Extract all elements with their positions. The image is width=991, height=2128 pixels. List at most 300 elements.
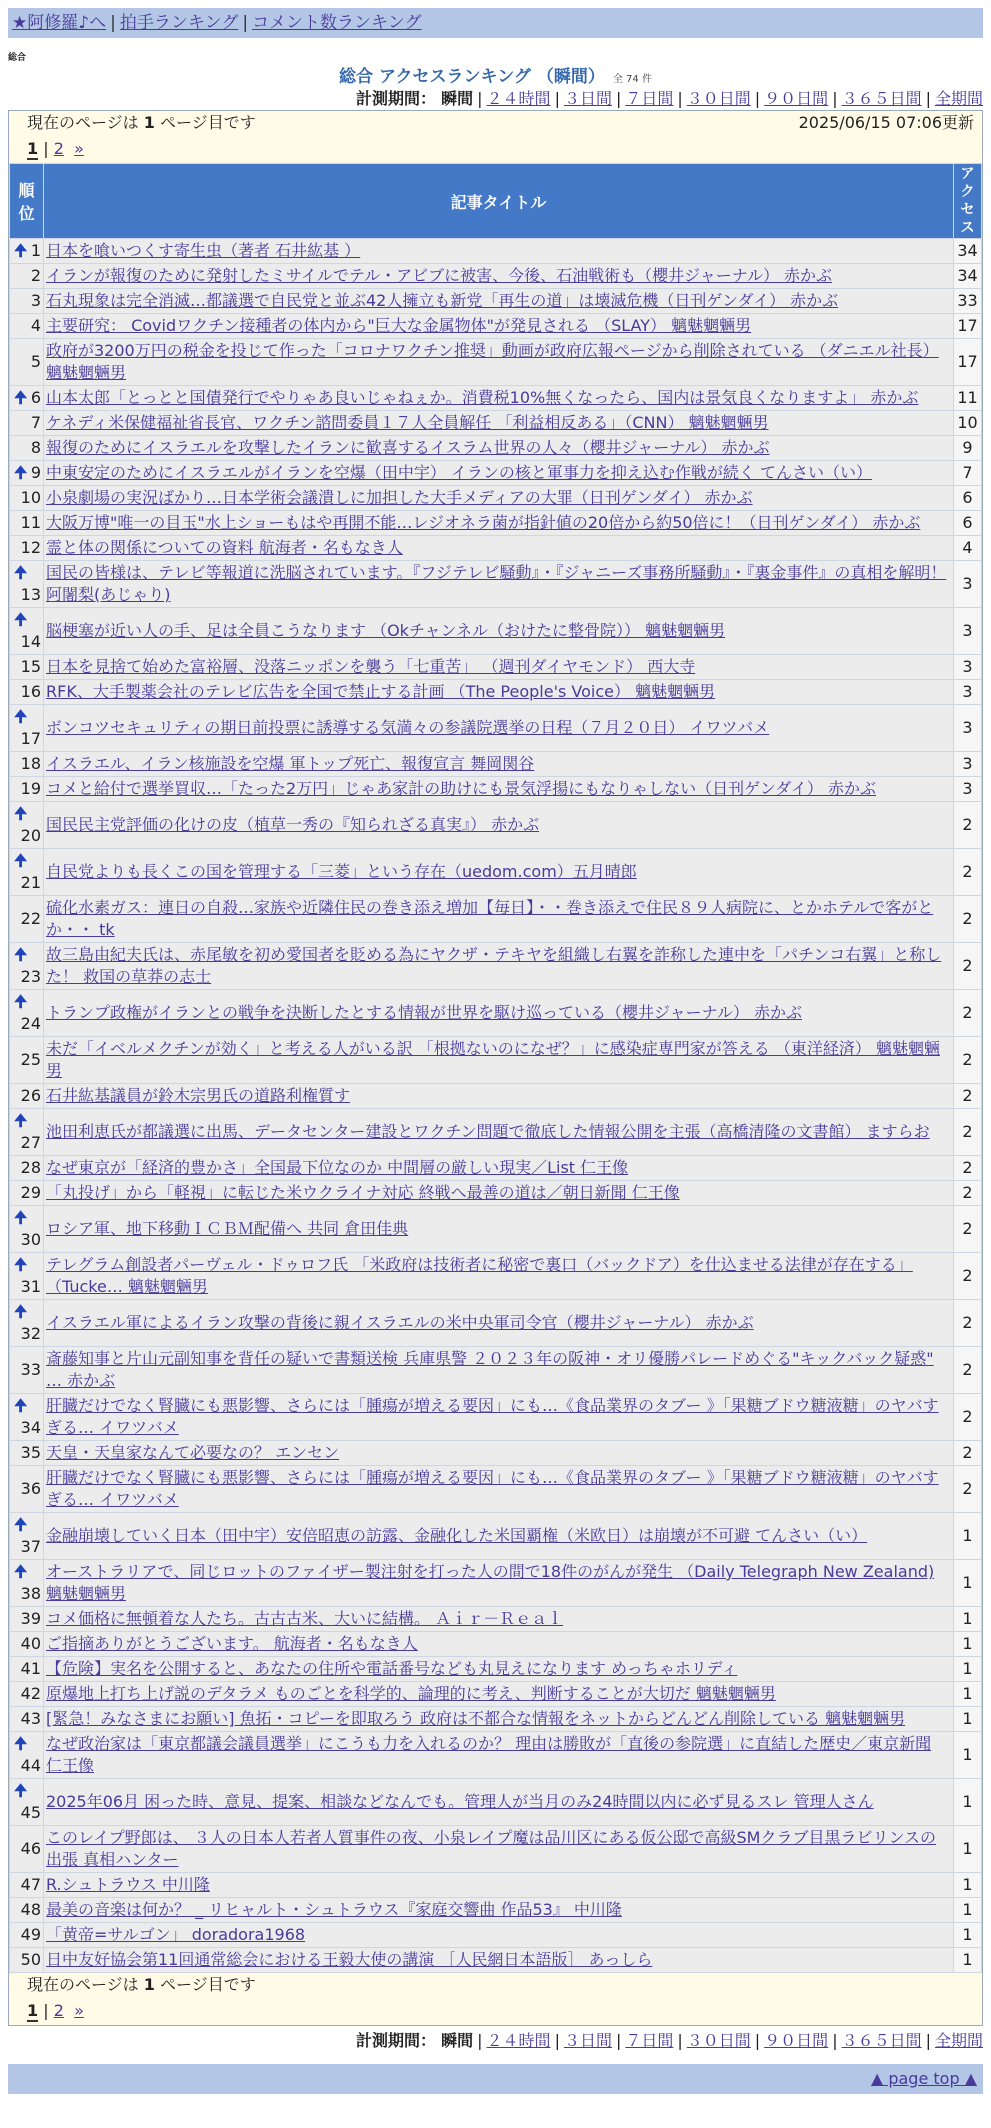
page-1-current: 1 (27, 139, 39, 158)
article-title-link[interactable]: RFK、大手製薬会社のテレビ広告を全国で禁止する計画 （The People's Voice） 魑魅魍魎男 (46, 682, 716, 701)
article-title-link[interactable]: 国民民主党評価の化けの皮（植草一秀の『知られざる真実』） 赤かぶ (46, 815, 540, 834)
table-row (10, 1109, 982, 1156)
rank-cell (10, 680, 44, 705)
table-row (10, 1394, 982, 1441)
rank-number: 47 (20, 1875, 41, 1894)
title-cell (44, 849, 954, 896)
access-count: 2 (954, 943, 982, 990)
rank-number: 17 (20, 729, 41, 748)
article-title-link[interactable]: 斎藤知事と片山元副知事を背任の疑いで書類送検 兵庫県警 ２０２３年の阪神・オリ優勝パレードめぐる"キックバック疑惑" … 赤かぶ (46, 1349, 934, 1390)
rank-cell (10, 1466, 44, 1513)
title-cell (44, 536, 954, 561)
rank-up-icon: 🠉 (14, 1396, 28, 1415)
article-title-link[interactable]: なぜ東京が「経済的豊かさ」全国最下位なのか 中間層の厳しい現実／List 仁王像 (46, 1158, 629, 1177)
article-title-link[interactable]: R.シュトラウス 中川隆 (46, 1875, 210, 1894)
rank-number: 31 (20, 1277, 41, 1296)
rank-cell (10, 1084, 44, 1109)
access-count: 3 (954, 655, 982, 680)
article-title-link[interactable]: トランプ政権がイランとの戦争を決断したとする情報が世界を駆け巡っている（櫻井ジャーナル） 赤かぶ (46, 1003, 802, 1022)
article-title-link[interactable]: 中東安定のためにイスラエルがイランを空爆（田中宇） イランの核と軍事力を抑え込む作戦が続く てんさい（い） (46, 463, 873, 482)
rank-number: 36 (20, 1479, 41, 1498)
period-option-link[interactable]: ２４時間 (486, 89, 551, 108)
next-page-link[interactable]: » (74, 139, 84, 158)
access-count: 2 (954, 1394, 982, 1441)
article-title-link[interactable]: 国民の皆様は、テレビ等報道に洗脳されています。『フジテレビ騒動』・『ジャニーズ事務所騒動』・『裏金事件』の真相を解明！ 阿闍梨(あじゃり) (46, 563, 947, 604)
title-cell (44, 1898, 954, 1923)
table-row (10, 486, 982, 511)
rank-cell (10, 1948, 44, 1973)
access-count: 1 (954, 1898, 982, 1923)
page-2-link[interactable]: 2 (53, 2001, 64, 2020)
article-title-link[interactable]: このレイプ野郎は、 ３人の日本人若者人質事件の夜、小泉レイプ魔は品川区にある仮公邸で高級SMクラブ目黒ラビリンスの出張 真相ハンター (46, 1828, 937, 1869)
article-title-link[interactable]: イランが報復のために発射したミサイルでテル・アビブに被害、今後、石油戦術も（櫻井ジャーナル） 赤かぶ (46, 266, 833, 285)
nav-separator: | (110, 13, 116, 33)
rank-up-icon: 🠉 (14, 388, 28, 407)
table-row (10, 1441, 982, 1466)
table-row (10, 1466, 982, 1513)
rank-cell (10, 1707, 44, 1732)
rank-number: 18 (20, 754, 41, 773)
rank-cell (10, 1732, 44, 1779)
title-cell (44, 411, 954, 436)
title-cell (44, 314, 954, 339)
period-selector (8, 88, 983, 110)
rank-number: 24 (20, 1014, 41, 1033)
rank-number: 13 (20, 585, 41, 604)
article-title-link[interactable]: 最美の音楽は何か？ _ リヒャルト・シュトラウス『家庭交響曲 作品53』 中川隆 (46, 1900, 622, 1919)
article-title-link[interactable]: 原爆地上打ち上げ説のデタラメ ものごとを科学的、論理的に考え、判断することが大切だ 魑魅魍魎男 (46, 1684, 776, 1703)
period-separator: | (925, 89, 931, 108)
article-title-link[interactable]: 霊と体の関係についての資料 航海者・名もなき人 (46, 538, 403, 557)
rank-cell (10, 1779, 44, 1826)
rank-cell (10, 461, 44, 486)
access-count: 1 (954, 1779, 982, 1826)
table-row (10, 1779, 982, 1826)
table-row (10, 1156, 982, 1181)
article-title-link[interactable]: 【危険】実名を公開すると、あなたの住所や電話番号なども丸見えになります めっちゃホリディ (46, 1659, 738, 1678)
article-title-link[interactable]: 天皇・天皇家なんて必要なの？ エンセン (46, 1443, 340, 1462)
access-count: 1 (954, 1682, 982, 1707)
table-row (10, 511, 982, 536)
table-row (10, 1898, 982, 1923)
article-title-link[interactable]: 肝臓だけでなく腎臓にも悪影響、さらには「腫瘍が増える要因」にも…《食品業界のタブー 》「果糖ブドウ糖液糖」のヤバすぎる… イワツバメ (46, 1396, 939, 1437)
rank-cell (10, 1513, 44, 1560)
table-row (10, 1560, 982, 1607)
title-cell (44, 802, 954, 849)
title-cell (44, 1607, 954, 1632)
article-title-link[interactable]: 石井紘基議員が鈴木宗男氏の道路利権質す (46, 1086, 351, 1105)
article-title-link[interactable]: 未だ「イベルメクチンが効く」と考える人がいる訳 「根拠ないのになぜ？」に感染症専門家が答える （東洋経済） 魑魅魍魎男 (46, 1039, 940, 1080)
rank-cell (10, 239, 44, 264)
rank-number: 3 (30, 291, 41, 310)
table-row (10, 1657, 982, 1682)
rank-cell (10, 1300, 44, 1347)
rank-number: 41 (20, 1659, 41, 1678)
article-title-link[interactable]: オーストラリアで、同じロットのファイザー製注射を打った人の間で18件のがんが発生 （Daily Telegraph New Zealand) 魑魅魍魎男 (46, 1562, 935, 1603)
rank-cell (10, 802, 44, 849)
updated-time: 2025/06/15 07:06更新 (798, 113, 974, 132)
rank-up-icon: 🠉 (14, 851, 28, 870)
title-cell (44, 1873, 954, 1898)
rank-up-icon: 🠉 (14, 1255, 28, 1274)
rank-up-icon: 🠉 (14, 707, 28, 726)
article-title-link[interactable]: ボンコツセキュリティの期日前投票に誘導する気満々の参議院選挙の日程（７月２０日） イワツバメ (46, 718, 770, 737)
rank-number: 43 (20, 1709, 41, 1728)
article-title-link[interactable]: 日本を見捨て始めた富裕層、没落ニッポンを襲う「七重苦」 （週刊ダイヤモンド） 西大寺 (46, 657, 696, 676)
page-1-current: 1 (27, 2001, 39, 2020)
title-cell (44, 486, 954, 511)
rank-cell (10, 655, 44, 680)
rank-number: 27 (20, 1133, 41, 1152)
page-2-link[interactable]: 2 (53, 139, 64, 158)
rank-cell (10, 264, 44, 289)
period-option-link[interactable]: ３６５日間 (841, 2031, 922, 2050)
rank-number: 39 (20, 1609, 41, 1628)
access-count: 3 (954, 752, 982, 777)
home-link[interactable]: ★阿修羅♪へ (12, 13, 107, 33)
period-separator: | (477, 2031, 483, 2050)
table-row (10, 1513, 982, 1560)
access-count: 6 (954, 511, 982, 536)
access-count: 2 (954, 1109, 982, 1156)
article-title-link[interactable]: 大阪万博"唯一の目玉"水上ショーもはや再開不能…レジオネラ菌が指針値の20倍から約50倍に！（日刊ゲンダイ） 赤かぶ (46, 513, 921, 532)
article-title-link[interactable]: 金融崩壊していく日本（田中宇）安倍昭恵の訪露、金融化した米国覇権（米欧日）は崩壊が不可避 てんさい（い） (46, 1526, 868, 1545)
col-rank-header: 順位 (10, 164, 44, 239)
title-cell (44, 777, 954, 802)
title-cell (44, 461, 954, 486)
article-title-link[interactable]: コメと給付で選挙買収…「たった2万円」じゃあ家計の助けにも景気浮揚にもなりゃしない（日刊ゲンダイ） 赤かぶ (46, 779, 876, 798)
rank-cell (10, 1873, 44, 1898)
access-count: 2 (954, 1441, 982, 1466)
rank-number: 25 (20, 1050, 41, 1069)
rank-cell (10, 1657, 44, 1682)
title-cell (44, 289, 954, 314)
article-title-link[interactable]: 山本太郎「とっとと国債発行でやりゃあ良いじゃねぇか。消費税10%無くなったら、国内は景気良くなりますよ」 赤かぶ (46, 388, 919, 407)
access-count: 2 (954, 1181, 982, 1206)
period-current: 瞬間 (441, 89, 474, 108)
page-info (9, 111, 982, 135)
title-cell (44, 943, 954, 990)
rank-number: 8 (30, 438, 41, 457)
rank-cell (10, 1682, 44, 1707)
ranking-box (8, 110, 983, 2026)
col-title-header: 記事タイトル (44, 164, 954, 239)
rank-number: 23 (20, 967, 41, 986)
rank-cell (10, 752, 44, 777)
period-option-link[interactable]: ３日間 (563, 89, 612, 108)
access-count: 1 (954, 1923, 982, 1948)
rank-number: 42 (20, 1684, 41, 1703)
rank-number: 4 (30, 316, 41, 335)
rank-cell (10, 1156, 44, 1181)
rank-cell (10, 486, 44, 511)
rank-number: 19 (20, 779, 41, 798)
period-label: 計測期間： (356, 89, 437, 108)
rank-up-icon: 🠉 (14, 945, 28, 964)
article-title-link[interactable]: ご指摘ありがとうございます。 航海者・名もなき人 (46, 1634, 418, 1653)
ranking-heading (8, 66, 983, 88)
table-row (10, 990, 982, 1037)
rank-number: 10 (20, 488, 41, 507)
rank-number: 30 (20, 1230, 41, 1249)
rank-up-icon: 🠉 (14, 463, 28, 482)
rank-number: 37 (20, 1537, 41, 1556)
article-title-link[interactable]: 政府が3200万円の税金を投じて作った「コロナワクチン推奨」動画が政府広報ページから削除されている （ダニエル社長） 魑魅魍魎男 (46, 341, 939, 382)
pager-separator: | (43, 139, 49, 158)
article-title-link[interactable]: 肝臓だけでなく腎臓にも悪影響、さらには「腫瘍が増える要因」にも…《食品業界のタブー 》「果糖ブドウ糖液糖」のヤバすぎる… イワツバメ (46, 1468, 939, 1509)
rank-cell (10, 896, 44, 943)
table-row (10, 239, 982, 264)
title-cell (44, 511, 954, 536)
access-count: 1 (954, 1607, 982, 1632)
title-cell (44, 1466, 954, 1513)
access-count: 2 (954, 896, 982, 943)
table-row (10, 411, 982, 436)
rank-up-icon: 🠉 (14, 1208, 28, 1227)
period-option-link[interactable]: 全期間 (934, 89, 983, 108)
title-cell (44, 1707, 954, 1732)
access-count: 2 (954, 1253, 982, 1300)
title-cell (44, 264, 954, 289)
table-row (10, 655, 982, 680)
rank-number: 15 (20, 657, 41, 676)
article-title-link[interactable]: イスラエル軍によるイラン攻撃の背後に親イスラエルの米中央軍司令官（櫻井ジャーナル） 赤かぶ (46, 1313, 754, 1332)
access-count: 34 (954, 264, 982, 289)
footer-bar (8, 2064, 983, 2094)
article-title-link[interactable]: 自民党よりも長くこの国を管理する「三菱」という存在（uedom.com）五月晴郎 (46, 862, 637, 881)
rank-up-icon: 🠉 (14, 1781, 28, 1800)
table-row (10, 1732, 982, 1779)
rank-cell (10, 1632, 44, 1657)
applause-ranking-link[interactable]: 拍手ランキング (119, 13, 239, 33)
table-row (10, 1707, 982, 1732)
article-title-link[interactable]: 「黄帝=サルゴン」 doradora1968 (46, 1925, 306, 1944)
title-cell (44, 655, 954, 680)
period-option-link[interactable]: ９０日間 (764, 89, 829, 108)
rank-cell (10, 1607, 44, 1632)
article-title-link[interactable]: イスラエル、イラン核施設を空爆 軍トップ死亡、報復宣言 舞岡関谷 (46, 754, 535, 773)
rank-cell (10, 777, 44, 802)
title-cell (44, 1156, 954, 1181)
rank-number: 38 (20, 1584, 41, 1603)
article-title-link[interactable]: 「丸投げ」から「軽視」に転じた米ウクライナ対応 終戦へ最善の道は／朝日新聞 仁王像 (46, 1183, 680, 1202)
access-count: 1 (954, 1632, 982, 1657)
period-option-link[interactable]: ３０日間 (686, 89, 751, 108)
rank-up-icon: 🠉 (14, 804, 28, 823)
rank-cell (10, 849, 44, 896)
access-count: 3 (954, 561, 982, 608)
current-page-text: 現在のページは 1 ページ目です (27, 113, 256, 132)
next-page-link[interactable]: » (74, 2001, 84, 2020)
rank-cell (10, 1109, 44, 1156)
period-option-link[interactable]: 全期間 (934, 2031, 983, 2050)
title-cell (44, 239, 954, 264)
ranking-title: 総合 アクセスランキング （瞬間） (339, 67, 605, 87)
table-row (10, 1181, 982, 1206)
title-cell (44, 1347, 954, 1394)
access-count: 6 (954, 486, 982, 511)
title-cell (44, 1037, 954, 1084)
period-option-link[interactable]: ７日間 (625, 2031, 674, 2050)
rank-number: 29 (20, 1183, 41, 1202)
article-title-link[interactable]: 脳梗塞が近い人の手、足は全員こうなります （Okチャンネル（おけたに整骨院）） 魑魅魍魎男 (46, 621, 726, 640)
access-count: 7 (954, 461, 982, 486)
article-title-link[interactable]: [緊急！みなさまにお願い] 魚拓・コピーを即取ろう 政府は不都合な情報をネットからどんどん削除している 魑魅魍魎男 (46, 1709, 906, 1728)
period-separator: | (677, 89, 683, 108)
table-row (10, 1347, 982, 1394)
pagination (9, 135, 982, 163)
comment-ranking-link[interactable]: コメント数ランキング (252, 13, 422, 33)
rank-number: 34 (20, 1418, 41, 1437)
access-count: 2 (954, 1084, 982, 1109)
access-count: 33 (954, 289, 982, 314)
rank-number: 44 (20, 1756, 41, 1775)
rank-cell (10, 990, 44, 1037)
access-count: 3 (954, 777, 982, 802)
nav-separator: | (242, 13, 249, 33)
rank-number: 6 (30, 388, 41, 407)
article-title-link[interactable]: 池田利恵氏が都議選に出馬、データセンター建設とワクチン問題で徹底した情報公開を主張（高橋清隆の文書館） ますらお (46, 1122, 930, 1141)
rank-up-icon: 🠉 (14, 563, 28, 582)
rank-number: 21 (20, 873, 41, 892)
table-row (10, 777, 982, 802)
article-title-link[interactable]: なぜ政治家は「東京都議会議員選挙」にこうも力を入れるのか？ 理由は勝敗が「直後の参院選」に直結した歴史／東京新聞 仁王像 (46, 1734, 932, 1775)
rank-number: 11 (20, 513, 41, 532)
title-cell (44, 1253, 954, 1300)
rank-cell (10, 339, 44, 386)
access-count: 2 (954, 990, 982, 1037)
title-cell (44, 1682, 954, 1707)
period-separator: | (832, 89, 838, 108)
access-count: 2 (954, 1206, 982, 1253)
period-option-link[interactable]: ３６５日間 (841, 89, 922, 108)
period-option-link[interactable]: ３日間 (563, 2031, 612, 2050)
access-count: 11 (954, 386, 982, 411)
article-title-link[interactable]: 日本を喰いつくす寄生虫（著者 石井紘基 ） (46, 241, 361, 260)
access-count: 2 (954, 1156, 982, 1181)
rank-cell (10, 411, 44, 436)
period-option-link[interactable]: ３０日間 (686, 2031, 751, 2050)
period-separator: | (925, 2031, 931, 2050)
rank-cell (10, 1560, 44, 1607)
period-separator: | (615, 89, 622, 108)
rank-cell (10, 1206, 44, 1253)
access-count: 34 (954, 239, 982, 264)
rank-cell (10, 1347, 44, 1394)
rank-up-icon: 🠉 (14, 241, 28, 260)
table-row (10, 1632, 982, 1657)
period-option-link[interactable]: ９０日間 (764, 2031, 829, 2050)
period-separator: | (754, 89, 761, 108)
title-cell (44, 1109, 954, 1156)
title-cell (44, 990, 954, 1037)
access-count: 1 (954, 1707, 982, 1732)
article-title-link[interactable]: ケネディ米保健福祉省長官、ワクチン諮問委員１７人全員解任 「利益相反ある」（CNN） 魑魅魍魎男 (46, 413, 769, 432)
article-title-link[interactable]: 硫化水素ガス：連日の自殺…家族や近隣住民の巻き添え増加【毎日】・・巻き添えで住民８９人病院に、とかホテルで客がとか・・ tk (46, 898, 934, 939)
rank-cell (10, 1923, 44, 1948)
table-row (10, 561, 982, 608)
period-option-link[interactable]: ７日間 (625, 89, 674, 108)
page-top-link[interactable]: ▲ page top ▲ (870, 2069, 977, 2088)
period-separator: | (677, 2031, 683, 2050)
table-row (10, 608, 982, 655)
rank-number: 20 (20, 826, 41, 845)
article-title-link[interactable]: コメ価格に無頓着な人たち。古古古米、大いに結構。 Ａｉｒ－Ｒｅａｌ (46, 1609, 564, 1628)
rank-number: 45 (20, 1803, 41, 1822)
access-count: 17 (954, 339, 982, 386)
period-separator: | (754, 2031, 761, 2050)
title-cell (44, 1300, 954, 1347)
period-separator: | (832, 2031, 838, 2050)
access-count: 1 (954, 1732, 982, 1779)
table-row (10, 1607, 982, 1632)
access-count: 4 (954, 536, 982, 561)
table-row (10, 896, 982, 943)
title-cell (44, 561, 954, 608)
rank-up-icon: 🠉 (14, 1734, 28, 1753)
access-count: 3 (954, 680, 982, 705)
article-title-link[interactable]: 石丸現象は完全消滅…都議選で自民党と並ぶ42人擁立も新党「再生の道」は壊滅危機（日刊ゲンダイ） 赤かぶ (46, 291, 839, 310)
article-title-link[interactable]: 主要研究： Covidワクチン接種者の体内から"巨大な金属物体"が発見される （SLAY） 魑魅魍魎男 (46, 316, 752, 335)
access-count: 2 (954, 802, 982, 849)
article-title-link[interactable]: 小泉劇場の実況ばかり…日本学術会議潰しに加担した大手メディアの大罪（日刊ゲンダイ） 赤かぶ (46, 488, 753, 507)
rank-cell (10, 1253, 44, 1300)
article-title-link[interactable]: テレグラム創設者パーヴェル・ドゥロフ氏 「米政府は技術者に秘密で裏口（バックドア）を仕込ませる法律が存在する」 （Tucke… 魑魅魍魎男 (46, 1255, 913, 1296)
access-count: 2 (954, 849, 982, 896)
rank-number: 9 (30, 463, 41, 482)
table-row (10, 802, 982, 849)
table-row (10, 943, 982, 990)
article-title-link[interactable]: 日中友好協会第11回通常総会における王毅大使の講演 ［人民網日本語版］ あっしら (46, 1950, 653, 1969)
article-title-link[interactable]: 報復のためにイスラエルを攻撃したイランに歓喜するイスラム世界の人々（櫻井ジャーナル） 赤かぶ (46, 438, 770, 457)
table-row (10, 705, 982, 752)
rank-number: 5 (30, 352, 41, 371)
rank-up-icon: 🠉 (14, 1302, 28, 1321)
table-row (10, 1826, 982, 1873)
article-title-link[interactable]: 故三島由紀夫氏は、赤尾敏を初め愛国者を貶める為にヤクザ・テキヤを組織し右翼を詐称した連中を「パチンコ右翼」と称した！ 救国の草莽の志士 (46, 945, 942, 986)
rank-number: 12 (20, 538, 41, 557)
article-title-link[interactable]: 2025年06月 困った時、意見、提案、相談などなんでも。管理人が当月のみ24時間以内に必ず見るスレ 管理人さん (46, 1792, 874, 1811)
period-separator: | (554, 89, 560, 108)
table-row (10, 536, 982, 561)
table-row (10, 386, 982, 411)
article-title-link[interactable]: ロシア軍、地下移動ＩＣＢＭ配備へ 共同 倉田佳典 (46, 1219, 409, 1238)
title-cell (44, 1779, 954, 1826)
title-cell (44, 1657, 954, 1682)
title-cell (44, 1206, 954, 1253)
period-option-link[interactable]: ２４時間 (486, 2031, 551, 2050)
access-count: 1 (954, 1873, 982, 1898)
rank-number: 16 (20, 682, 41, 701)
access-count: 2 (954, 1466, 982, 1513)
col-count-header: アクセス (954, 164, 982, 239)
rank-number: 7 (30, 413, 41, 432)
access-count: 1 (954, 1513, 982, 1560)
rank-number: 28 (20, 1158, 41, 1177)
access-count: 1 (954, 1560, 982, 1607)
rank-cell (10, 386, 44, 411)
rank-cell (10, 943, 44, 990)
rank-number: 48 (20, 1900, 41, 1919)
title-cell (44, 680, 954, 705)
table-row (10, 1873, 982, 1898)
rank-number: 32 (20, 1324, 41, 1343)
title-cell (44, 752, 954, 777)
pager-separator: | (43, 2001, 49, 2020)
rank-number: 2 (30, 266, 41, 285)
access-count: 3 (954, 705, 982, 752)
title-cell (44, 1560, 954, 1607)
